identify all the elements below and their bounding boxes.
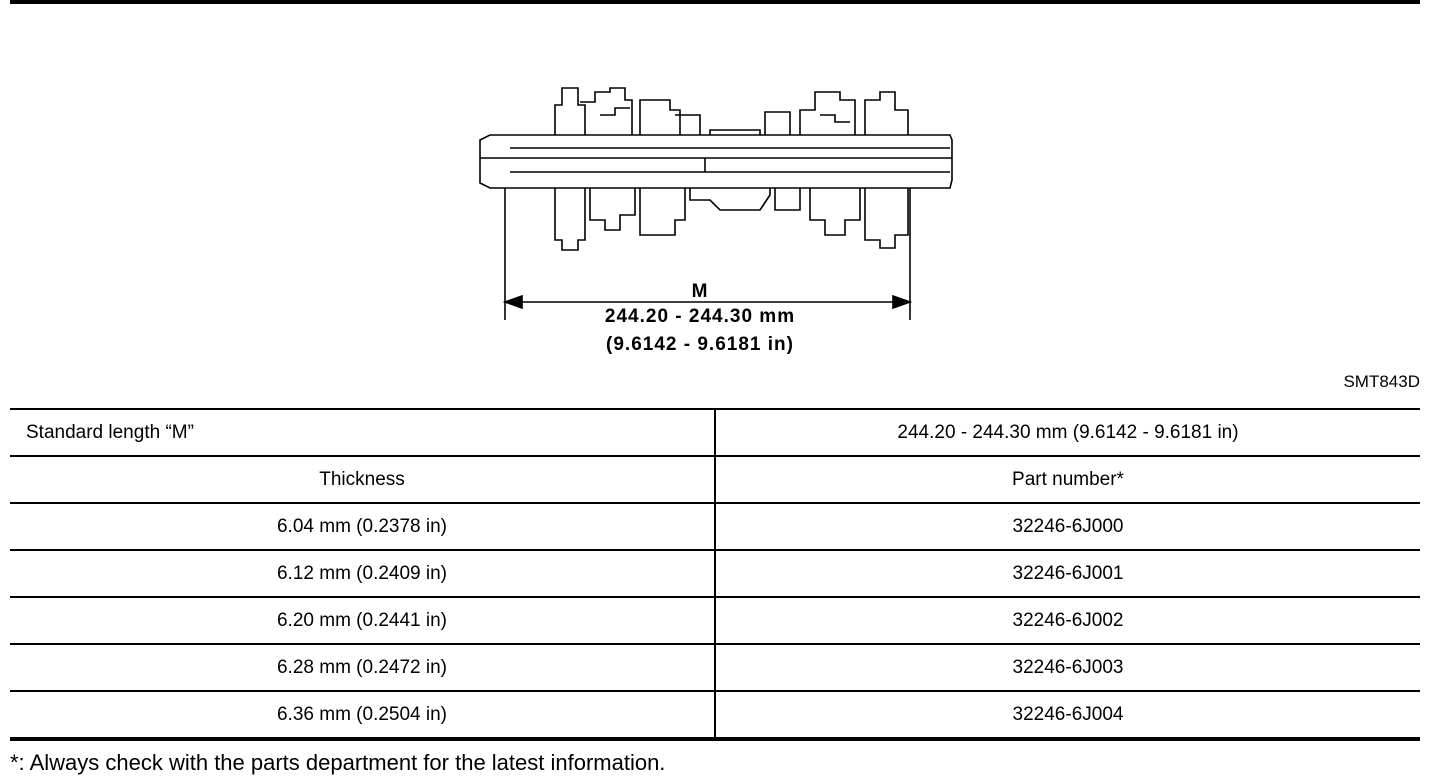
thickness-cell: 6.04 mm (0.2378 in) (10, 503, 715, 550)
lower-gear-left (555, 188, 585, 250)
table-row (10, 597, 1420, 644)
table-row (10, 503, 1420, 550)
dimension-name: M (691, 281, 709, 302)
table-header-row (10, 456, 1420, 503)
upper-gear-right (765, 112, 790, 135)
dimension-mm: 244.20 - 244.30 mm (604, 306, 796, 327)
standard-length-label: Standard length “M” (10, 409, 715, 456)
table-row (10, 691, 1420, 739)
top-rule (10, 0, 1420, 4)
header-thickness: Thickness (10, 456, 715, 503)
dimension-in: (9.6142 - 9.6181 in) (606, 334, 794, 355)
part-number-cell: 32246-6J000 (715, 503, 1420, 550)
part-number-cell: 32246-6J004 (715, 691, 1420, 739)
part-number-cell: 32246-6J001 (715, 550, 1420, 597)
thickness-cell: 6.28 mm (0.2472 in) (10, 644, 715, 691)
spec-table (10, 408, 1420, 741)
table-row-standard (10, 409, 1420, 456)
footnote: *: Always check with the parts department for the latest information. (10, 750, 666, 775)
part-number-cell: 32246-6J003 (715, 644, 1420, 691)
thickness-cell: 6.20 mm (0.2441 in) (10, 597, 715, 644)
part-number-cell: 32246-6J002 (715, 597, 1420, 644)
standard-length-value: 244.20 - 244.30 mm (9.6142 - 9.6181 in) (715, 409, 1420, 456)
table-row (10, 550, 1420, 597)
header-part-number: Part number* (715, 456, 1420, 503)
figure-id: SMT843D (1343, 372, 1420, 391)
thickness-cell: 6.36 mm (0.2504 in) (10, 691, 715, 739)
shaft-outline (480, 135, 952, 188)
thickness-cell: 6.12 mm (0.2409 in) (10, 550, 715, 597)
table-row (10, 644, 1420, 691)
upper-gear-left (555, 88, 585, 135)
lower-gear-right (775, 188, 800, 210)
